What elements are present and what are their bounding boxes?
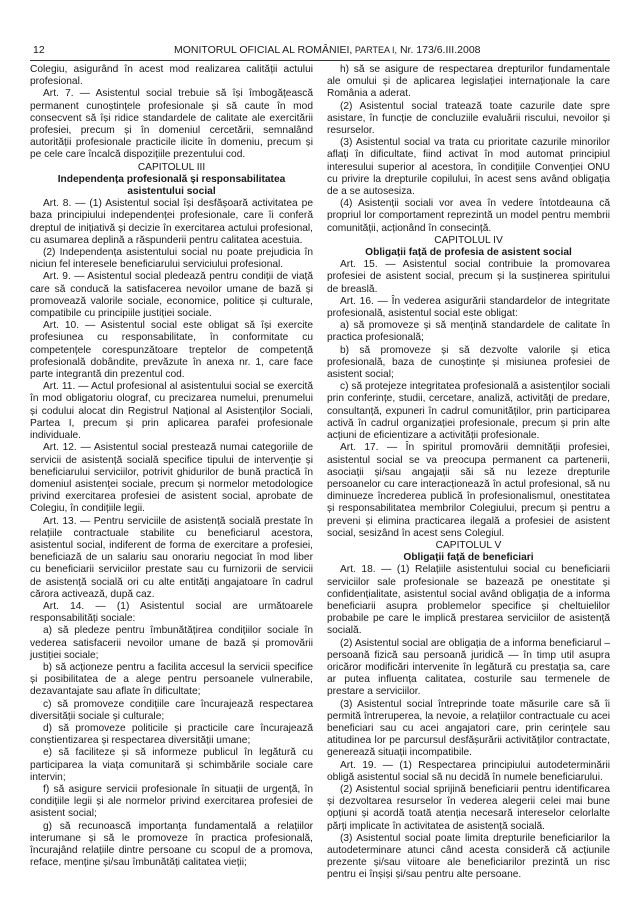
page-number: 12	[33, 44, 45, 56]
chapter-heading: CAPITOLUL V	[435, 539, 502, 551]
paragraph: Art. 15. — Asistentul social contribuie la promovarea profesiei de asistent social, precum și la susținerea spiritului de breaslă.	[327, 259, 610, 295]
paragraph: Art. 11. — Actul profesional al asistentului social se exercită în mod obligatoriu olograf, cu precizarea numelui, prenumelui și codului alocat din Registrul Național al Asistenților Sociali, Partea I, precum și prin aplicarea parafei profesionale individuale.	[30, 381, 313, 442]
paragraph: Art. 7. — Asistentul social trebuie să își îmbogățească permanent cunoștințele profesionale și să caute în mod consecvent să își ridice standardele de calitate ale exercitării profesiei, precum și în domeniul cercetării, semnalând autorității profesionale practicile ilicite în domeniu, precum și pe cele care încalcă dispozițiile prezentului cod.	[30, 88, 313, 161]
list-item: c) să promoveze condițiile care încurajează respectarea diversității sociale și culturale;	[30, 698, 313, 722]
chapter-title: Obligații față de profesia de asistent social	[365, 247, 572, 259]
paragraph: (3) Asistentul social poate limita drepturile beneficiarilor la autodeterminare atunci când acesta consideră că acțiunile prezente și/sau viitoare ale beneficiarilor prezintă un risc pentru ei înșiși și/sau pentru alte persoane.	[327, 832, 610, 881]
list-item: b) să acționeze pentru a facilita accesul la servicii specifice și posibilitatea de a alege pentru persoanele vulnerabile, dezavantajate sau aflate în dificultate;	[30, 661, 313, 698]
page-header	[30, 43, 610, 57]
paragraph: Art. 18. — (1) Relațiile asistentului social cu beneficiarii serviciilor sale profesionale se bazează pe onestitate și confidențialitate, asistentul social având obligația de a informa beneficiarii asupra problemelor specifice și cheltuielilor probabile pe care le implică prestarea serviciilor de asistență socială.	[327, 564, 610, 637]
chapter-heading: CAPITOLUL III	[137, 161, 206, 173]
paragraph: Art. 16. — În vederea asigurării standardelor de integritate profesională, asistentul social este obligat:	[327, 295, 610, 320]
list-item: h) să se asigure de respectarea drepturilor fundamentale ale omului și de aplicarea legislației internaționale la care România a aderat.	[327, 64, 610, 100]
list-item: b) să promoveze și să dezvolte valorile și etica profesională, baza de cunoștințe și misiunea profesiei de asistent social;	[327, 344, 610, 381]
paragraph: Art. 9. — Asistentul social pledează pentru condiții de viață care să conducă la satisfacerea nevoilor umane de bază și promovează valorile sociale, economice, politice și culturale, compatibile cu principiile justiției sociale.	[30, 271, 313, 320]
chapter-title: Independența profesională și responsabilitatea asistentului social	[57, 173, 286, 198]
list-item: g) să recunoască importanța fundamentală a relațiilor interumane și să le promoveze în practica profesională, încurajând relațiile dintre persoane cu scopul de a promova, reface, menține și/sau îmbunătăți calitatea vieții;	[30, 820, 313, 869]
list-item: f) să asigure servicii profesionale în situații de urgență, în condițiile legii și ale normelor privind exercitarea profesiei de asistent social;	[30, 783, 313, 820]
header-rule	[30, 60, 610, 61]
list-item: e) să faciliteze și să informeze publicul în legătură cu participarea la viața comunitară și schimbările sociale care intervin;	[30, 747, 313, 783]
paragraph: (4) Asistenții sociali vor avea în vedere întotdeauna că propriul lor comportament reprezintă un model pentru membrii comunității, acționând în consecință.	[327, 198, 610, 234]
paragraph: Art. 13. — Pentru serviciile de asistență socială prestate în relațiile contractuale stabilite cu beneficiarul acestora, asistentul social, indiferent de forma de exercitare a profesiei, beneficiază de un salariu sau onorariu negociat în mod liber cu beneficiarii serviciilor prestate sau cu furnizorii de servicii de asistență socială ori cu alte entități angajatoare în cadrul cărora activează, după caz.	[30, 515, 313, 600]
paragraph: Art. 8. — (1) Asistentul social își desfășoară activitatea pe baza principiului independenței profesionale, care îi conferă dreptul de inițiativă și decizie în exercitarea actului profesional, cu asumarea deplină a răspunderii pentru calitatea acestuia.	[30, 198, 313, 246]
paragraph: (3) Asistentul social va trata cu prioritate cazurile minorilor aflați în dificultate, fiind activat în mod automat principiul interesului superior al acestora, în condițiile Convenției ONU cu privire la drepturile copilului, în acest sens având obligația de a se autosesiza.	[327, 137, 610, 198]
left-column	[30, 64, 313, 869]
chapter-title: Obligații față de beneficiari	[403, 552, 534, 564]
paragraph: Art. 14. — (1) Asistentul social are următoarele responsabilități sociale:	[30, 600, 313, 625]
right-column	[327, 64, 610, 882]
list-item: d) să promoveze politicile și practicile care încurajează conștientizarea și respectarea diversității umane;	[30, 722, 313, 747]
list-item: a) să promoveze și să mențină standardele de calitate în practica profesională;	[327, 320, 610, 344]
paragraph: (2) Asistentul social tratează toate cazurile date spre asistare, în funcție de concluziile evaluării riscului, nevoilor și resurselor.	[327, 100, 610, 137]
paragraph: Colegiu, asigurând în acest mod realizarea calității actului profesional.	[30, 64, 313, 88]
paragraph: (2) Independența asistentului social nu poate prejudicia în niciun fel interesele beneficiarului serviciului profesional.	[30, 247, 313, 271]
paragraph: (3) Asistentul social întreprinde toate măsurile care să îi permită întreruperea, la nevoie, a relațiilor contractuale cu acei beneficiari sau cu acei angajatori care, prin cerințele sau atitudinea lor pe parcursul desfășurării activităților contractate, generează situații incompatibile.	[327, 698, 610, 759]
paragraph: Art. 10. — Asistentul social este obligat să își exercite profesiunea cu responsabilitate, în conformitate cu competențele corespunzătoare treptelor de competență profesională dobândite, prevăzute în anexa nr. 1, care face parte integrantă din prezentul cod.	[30, 320, 313, 381]
list-item: a) să pledeze pentru îmbunătățirea condițiilor sociale în vederea satisfacerii nevoilor umane de bază și promovării justiției sociale;	[30, 625, 313, 661]
list-item: c) să protejeze integritatea profesională a asistenților sociali prin conferințe, studii, cercetare, analiză, activități de predare, consultanță, expuneri în cadrul comunităților, prin participarea activă în cadrul organizației profesionale, precum și prin alte acțiuni de eficientizare a activității profesionale.	[327, 381, 610, 442]
chapter-heading: CAPITOLUL IV	[434, 234, 503, 246]
paragraph: Art. 17. — În spiritul promovării demnității profesiei, asistentul social se va preocupa permanent ca partenerii, asociații și/sau angajații săi să nu lezeze drepturile persoanelor cu care interacționează în actul profesional, să nu diminueze încrederea publică în profesionalismul, onestitatea și responsabilitatea membrilor Colegiului, precum și pentru a preveni și elimina practicarea ilegală a profesiei de asistent social, sesizând în acest sens Colegiul.	[327, 442, 610, 539]
paragraph: Art. 19. — (1) Respectarea principiului autodeterminării obligă asistentul social să nu decidă în numele beneficiarului.	[327, 759, 610, 783]
paragraph: (2) Asistentul social are obligația de a informa beneficiarul – persoană fizică sau persoană juridică — în timp util asupra oricăror modificări intervenite în legătură cu prestația sa, care ar putea influența calitatea, costurile sau termenele de prestare a serviciilor.	[327, 637, 610, 698]
paragraph: (2) Asistentul social sprijină beneficiarii pentru identificarea și dezvoltarea resurselor în vederea alegerii celei mai bune opțiuni și acordă toată atenția necesară intereselor celorlalte părți implicate în activitatea de asistență socială.	[327, 783, 610, 832]
publication-title: MONITORUL OFICIAL AL ROMÂNIEI, PARTEA I, Nr. 173/6.III.2008	[174, 44, 481, 56]
paragraph: Art. 12. — Asistentul social prestează numai categoriile de servicii de asistență socială specifice tipului de intervenție și beneficiarului serviciilor, potrivit ghidurilor de bună practică în domeniul asistenței sociale, precum și normelor metodologice privind exercitarea profesiei de asistent social, aprobate de Colegiu, în condițiile legii.	[30, 442, 313, 515]
